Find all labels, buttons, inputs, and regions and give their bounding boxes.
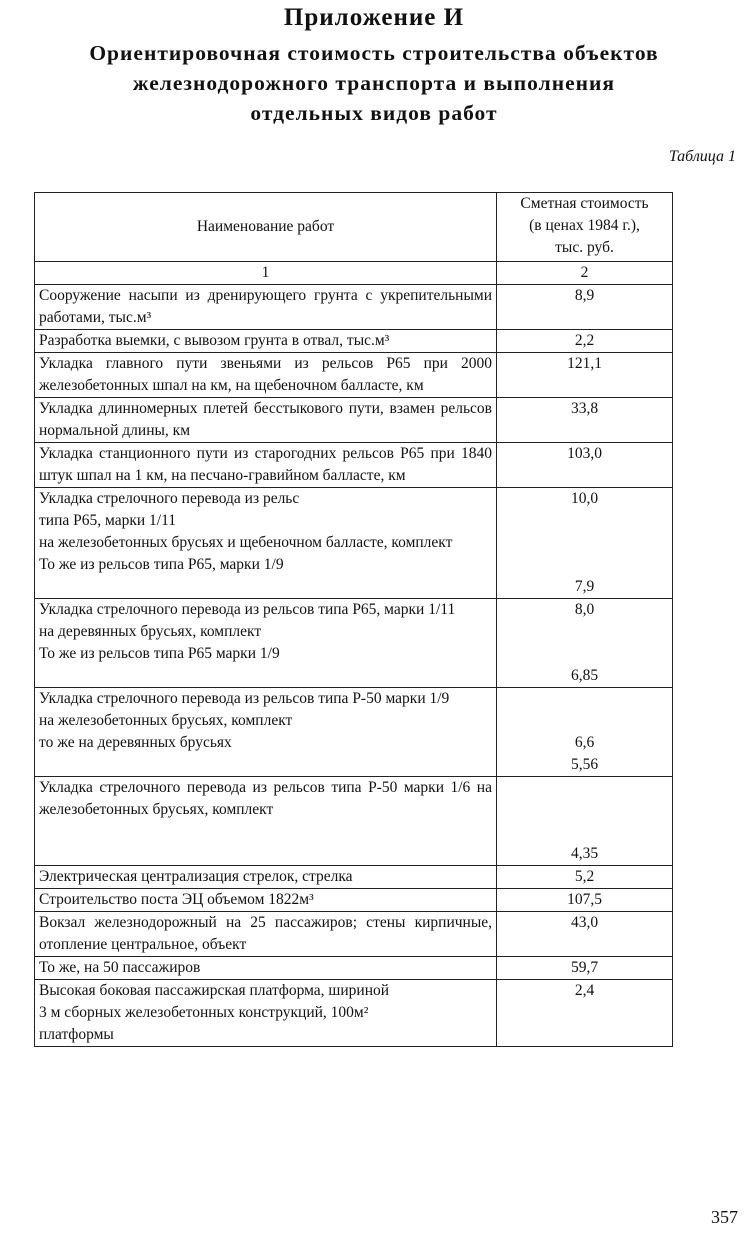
table-row <box>35 398 673 443</box>
table-row <box>35 912 673 957</box>
table-row <box>35 889 673 912</box>
work-cost-line: 6,6 <box>574 734 595 751</box>
work-name: Строительство поста ЭЦ объемом 1822м³ <box>35 889 497 912</box>
work-name: Сооружение насыпи из дренирующего грунта с укрепительными работами, тыс.м³ <box>35 285 497 330</box>
work-name <box>35 599 497 688</box>
table-row <box>35 980 673 1047</box>
work-name: Укладка длинномерных плетей бесстыкового пути, взамен рельсов нормальной длины, км <box>35 398 497 443</box>
work-cost: 2,4 <box>497 980 673 1047</box>
work-cost-line: 8,0 <box>574 601 595 618</box>
column-number: 1 <box>35 262 497 285</box>
work-name: Вокзал железнодорожный на 25 пассажиров; стены кирпичные, отопление центральное, объект <box>35 912 497 957</box>
table-header-row <box>35 193 673 262</box>
work-cost <box>497 599 673 688</box>
work-name-line: Высокая боковая пассажирская платформа, шириной <box>39 982 390 999</box>
table-row <box>35 957 673 980</box>
work-name-line: То же из рельсов типа Р65, марки 1/9 <box>39 556 284 573</box>
work-cost-line: 6,85 <box>570 667 599 684</box>
work-cost <box>497 777 673 866</box>
work-cost-line: 4,35 <box>570 845 599 862</box>
table-row <box>35 599 673 688</box>
work-name-line: Укладка стрелочного перевода из рельс <box>39 490 300 507</box>
table-row <box>35 285 673 330</box>
subtitle-line: отдельных видов работ <box>250 101 498 125</box>
work-cost: 2,2 <box>497 330 673 353</box>
work-cost: 103,0 <box>497 443 673 488</box>
work-name-line: 3 м сборных железобетонных конструкций, 100м² <box>39 1004 369 1021</box>
work-name: Разработка выемки, с вывозом грунта в отвал, тыс.м³ <box>35 330 497 353</box>
table-row <box>35 443 673 488</box>
work-name-line: типа Р65, марки 1/11 <box>39 512 177 529</box>
work-name <box>35 980 497 1047</box>
table-row <box>35 353 673 398</box>
work-name-line: то же на деревянных брусьях <box>39 734 232 751</box>
table-row <box>35 330 673 353</box>
work-cost: 121,1 <box>497 353 673 398</box>
page-number: 357 <box>711 1207 738 1227</box>
work-name-line: на железобетонных брусьях и щебеночном балласте, комплект <box>39 534 453 551</box>
header-cost-line: (в ценах 1984 г.), <box>529 217 640 234</box>
work-name: Укладка станционного пути из старогодних рельсов Р65 при 1840 штук шпал на 1 км, на песчано-гравийном балласте, км <box>35 443 497 488</box>
column-number-row <box>35 262 673 285</box>
work-cost <box>497 488 673 599</box>
work-name-line: Укладка стрелочного перевода из рельсов типа Р-50 марки 1/9 <box>39 690 450 707</box>
work-cost-line: 7,9 <box>574 578 595 595</box>
header-cost-line: тыс. руб. <box>555 239 614 256</box>
cost-table <box>34 192 673 1047</box>
work-cost: 33,8 <box>497 398 673 443</box>
appendix-subtitle <box>0 38 748 128</box>
appendix-title: Приложение И <box>283 4 465 31</box>
work-name: Электрическая централизация стрелок, стрелка <box>35 866 497 889</box>
work-cost: 107,5 <box>497 889 673 912</box>
work-name-line: на железобетонных брусьях, комплект <box>39 712 293 729</box>
work-cost-line: 10,0 <box>570 490 599 507</box>
work-cost: 8,9 <box>497 285 673 330</box>
table-row <box>35 688 673 777</box>
table-row <box>35 488 673 599</box>
work-name-line: Укладка стрелочного перевода из рельсов типа Р65, марки 1/11 <box>39 601 456 618</box>
work-name-line: на деревянных брусьях, комплект <box>39 623 262 640</box>
work-cost: 5,2 <box>497 866 673 889</box>
work-name: Укладка главного пути звеньями из рельсов Р65 при 2000 железобетонных шпал на км, на щебеночном балласте, км <box>35 353 497 398</box>
table-row <box>35 866 673 889</box>
subtitle-line: железнодорожного транспорта и выполнения <box>132 71 616 95</box>
work-cost <box>497 688 673 777</box>
subtitle-line: Ориентировочная стоимость строительства объектов <box>89 41 659 65</box>
work-name: Укладка стрелочного перевода из рельсов типа Р-50 марки 1/6 на железобетонных брусьях, комплект <box>35 777 497 866</box>
work-cost: 43,0 <box>497 912 673 957</box>
header-cost-line: Сметная стоимость <box>520 195 649 212</box>
table-caption: Таблица 1 <box>668 148 736 165</box>
header-name: Наименование работ <box>35 193 497 262</box>
column-number: 2 <box>497 262 673 285</box>
work-cost: 59,7 <box>497 957 673 980</box>
work-cost-line: 5,56 <box>570 756 599 773</box>
work-name-line: То же из рельсов типа Р65 марки 1/9 <box>39 645 280 662</box>
work-name <box>35 688 497 777</box>
header-cost <box>497 193 673 262</box>
table-row <box>35 777 673 866</box>
work-name <box>35 488 497 599</box>
work-name: То же, на 50 пассажиров <box>35 957 497 980</box>
work-name-line: платформы <box>39 1026 114 1043</box>
